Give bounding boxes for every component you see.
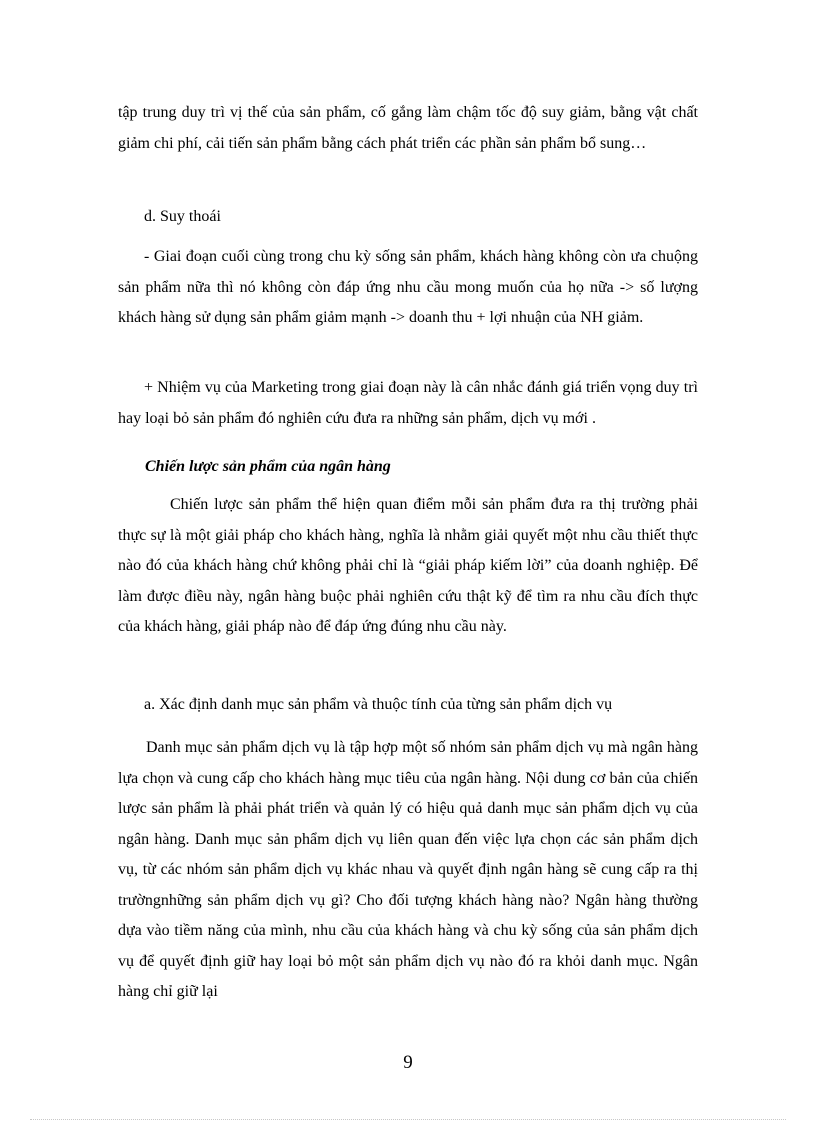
paragraph-marketing-task: + Nhiệm vụ của Marketing trong giai đoạn này là cân nhắc đánh giá triển vọng duy trì hay loại bỏ sản phẩm đó nghiên cứu đưa ra những sản phẩm, dịch vụ mới . — [118, 379, 698, 427]
section-heading-product-strategy: Chiến lược sản phẩm của ngân hàng — [145, 458, 391, 475]
subheading-decline-stage: d. Suy thoái — [144, 208, 221, 225]
paragraph-product-portfolio: Danh mục sản phẩm dịch vụ là tập hợp một số nhóm sản phẩm dịch vụ mà ngân hàng lựa chọn và cung cấp cho khách hàng mục tiêu của ngân hàng. Nội dung cơ bản của chiến lược sản phẩm là phải phát triển và quản lý có hiệu quả danh mục sản phẩm dịch vụ của ngân hàng. Danh mục sản phẩm dịch vụ liên quan đến việc lựa chọn các sản phẩm dịch vụ, từ các nhóm sản phẩm dịch vụ khác nhau và quyết định ngân hàng sẽ cung cấp ra thị trườngnhững sản phẩm dịch vụ gì? Cho đối tượng khách hàng nào? Ngân hàng thường dựa vào tiềm năng của mình, nhu cầu của khách hàng và chu kỳ sống của sản phẩm dịch vụ để quyết định giữ hay loại bỏ một sản phẩm dịch vụ nào đó ra khỏi danh mục. Ngân hàng chỉ giữ lại — [118, 739, 698, 1000]
paragraph-decline-strategy-continued: tập trung duy trì vị thế của sản phẩm, cố gắng làm chậm tốc độ suy giảm, bằng vật chất giảm chi phí, cải tiến sản phẩm bằng cách phát triển các phần sản phẩm bổ sung… — [118, 104, 698, 152]
paragraph-product-strategy: Chiến lược sản phẩm thể hiện quan điểm mỗi sản phẩm đưa ra thị trường phải thực sự là một giải pháp cho khách hàng, nghĩa là nhằm giải quyết một nhu cầu thiết thực nào đó của khách hàng chứ không phải chỉ là “giải pháp kiếm lời” của doanh nghiệp. Để làm được điều này, ngân hàng buộc phải nghiên cứu thật kỹ để tìm ra nhu cầu đích thực của khách hàng, giải pháp nào để đáp ứng đúng nhu cầu này. — [118, 496, 698, 635]
subheading-product-portfolio: a. Xác định danh mục sản phẩm và thuộc tính của từng sản phẩm dịch vụ — [144, 696, 613, 713]
page-bottom-divider — [30, 1119, 786, 1120]
paragraph-decline-stage-description: - Giai đoạn cuối cùng trong chu kỳ sống sản phẩm, khách hàng không còn ưa chuộng sản phẩm nữa thì nó không còn đáp ứng nhu cầu mong muốn của họ nữa -> số lượng khách hàng sử dụng sản phẩm giảm mạnh -> doanh thu + lợi nhuận của NH giảm. — [118, 248, 698, 326]
page-number: 9 — [403, 1052, 413, 1073]
